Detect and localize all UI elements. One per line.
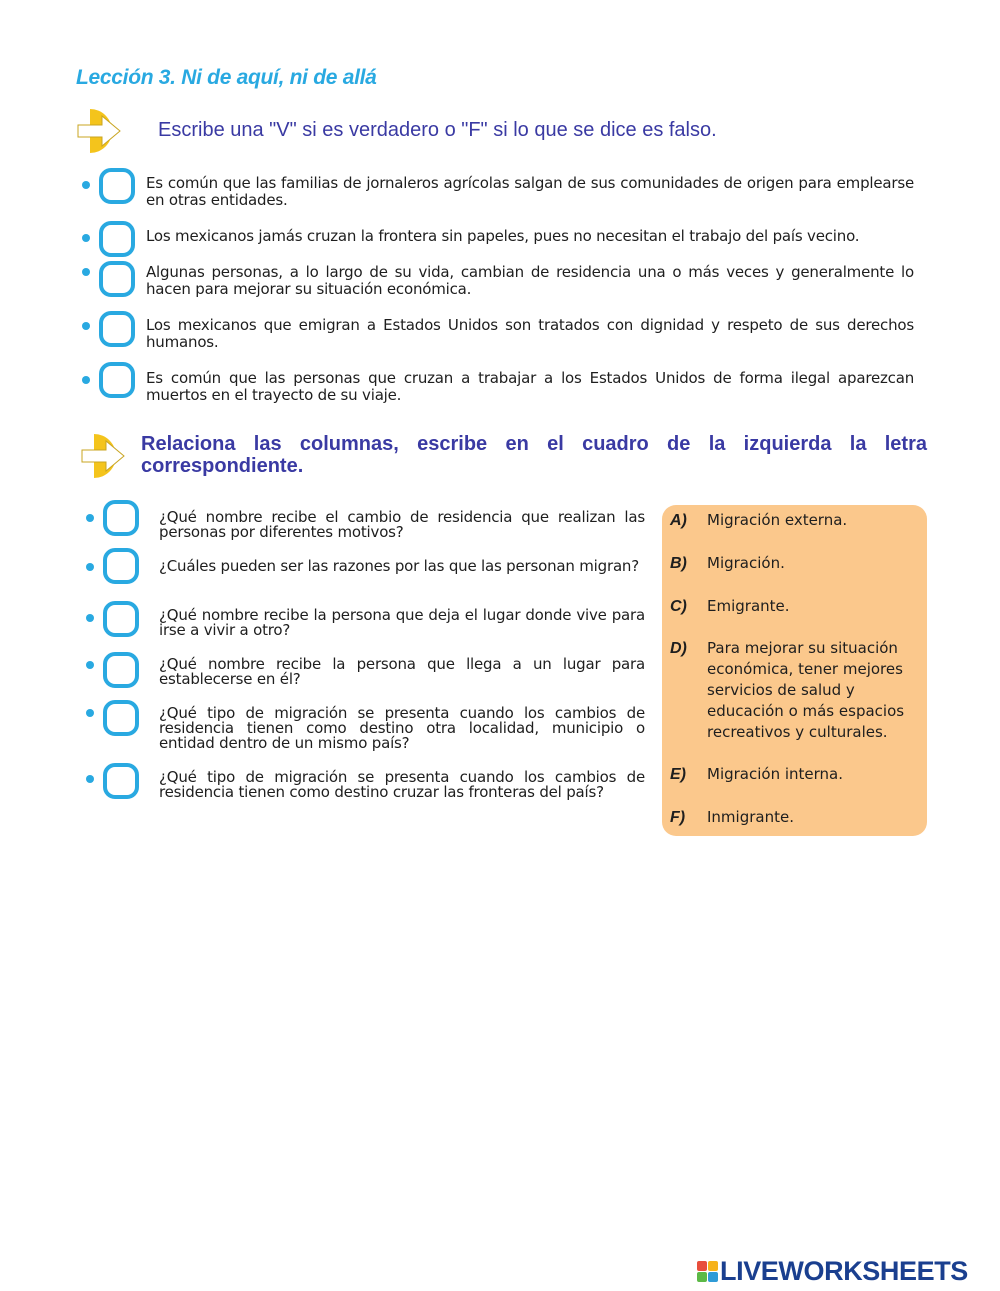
bullet	[82, 322, 90, 330]
bullet	[86, 709, 94, 717]
bullet	[86, 775, 94, 783]
statement-3: Algunas personas, a lo largo de su vida, cambian de residencia una o más veces y generalmente lo hacen para mejorar su situación económica.	[146, 263, 914, 298]
bullet	[82, 181, 90, 189]
logo-square	[697, 1261, 707, 1271]
bullet	[82, 268, 90, 276]
answer-box[interactable]	[103, 652, 139, 688]
answer-box[interactable]	[103, 763, 139, 799]
answer-box[interactable]	[103, 548, 139, 584]
option-text: Migración.	[707, 554, 785, 572]
option-text: Para mejorar su situación económica, tener mejores servicios de salud y educación o más espacios recreativos y culturales.	[707, 639, 905, 741]
section2-instruction: Relaciona las columnas, escribe en el cuadro de la izquierda la letra correspondiente.	[141, 433, 927, 477]
answer-box[interactable]	[99, 168, 135, 204]
option-text: Migración externa.	[707, 511, 848, 529]
option-letter: A)	[670, 512, 687, 529]
question-3: ¿Qué nombre recibe la persona que deja el lugar donde vive para irse a vivir a otro?	[159, 606, 645, 639]
statement-1: Es común que las familias de jornaleros agrícolas salgan de sus comunidades de origen para emplearse en otras entidades.	[146, 174, 914, 209]
bullet	[86, 514, 94, 522]
answer-box[interactable]	[99, 311, 135, 347]
statement-4: Los mexicanos que emigran a Estados Unidos son tratados con dignidad y respeto de sus derechos humanos.	[146, 316, 914, 351]
question-2: ¿Cuáles pueden ser las razones por las que las personan migran?	[159, 557, 639, 575]
option-text: Emigrante.	[707, 597, 790, 615]
option-letter: F)	[670, 809, 686, 826]
question-4: ¿Qué nombre recibe la persona que llega a un lugar para establecerse en él?	[159, 655, 645, 688]
lesson-title: Lección 3. Ni de aquí, ni de allá	[76, 66, 377, 89]
question-1: ¿Qué nombre recibe el cambio de residencia que realizan las personas por diferentes motivos?	[159, 508, 645, 541]
logo-square	[708, 1272, 718, 1282]
bullet	[86, 661, 94, 669]
answer-box[interactable]	[103, 500, 139, 536]
answer-box[interactable]	[99, 261, 135, 297]
option-text: Migración interna.	[707, 765, 844, 783]
answer-box[interactable]	[99, 362, 135, 398]
option-letter: B)	[670, 555, 687, 572]
question-6: ¿Qué tipo de migración se presenta cuando los cambios de residencia tienen como destino cruzar las fronteras del país?	[159, 768, 645, 801]
bullet	[86, 563, 94, 571]
option-letter: E)	[670, 766, 686, 783]
liveworksheets-logo	[697, 1257, 968, 1285]
logo-square	[708, 1261, 718, 1271]
answer-box[interactable]	[103, 700, 139, 736]
bullet	[86, 614, 94, 622]
arrow-right-icon	[80, 430, 134, 482]
section1-instruction: Escribe una "V" si es verdadero o "F" si lo que se dice es falso.	[158, 119, 717, 141]
option-letter: C)	[670, 598, 687, 615]
answer-box[interactable]	[103, 601, 139, 637]
logo-square	[697, 1272, 707, 1282]
question-5: ¿Qué tipo de migración se presenta cuando los cambios de residencia tienen como destino otra localidad, municipio o entidad dentro de un mismo país?	[159, 704, 645, 752]
statement-2: Los mexicanos jamás cruzan la frontera sin papeles, pues no necesitan el trabajo del país vecino.	[146, 227, 860, 245]
answer-box[interactable]	[99, 221, 135, 257]
option-text: Inmigrante.	[707, 808, 794, 826]
bullet	[82, 234, 90, 242]
statement-5: Es común que las personas que cruzan a trabajar a los Estados Unidos de forma ilegal aparezcan muertos en el trayecto de su viaje.	[146, 369, 914, 404]
arrow-right-icon	[76, 105, 130, 157]
option-letter: D)	[670, 640, 687, 657]
logo-text: LIVEWORKSHEETS	[720, 1255, 968, 1286]
bullet	[82, 376, 90, 384]
logo-mark-icon	[697, 1261, 718, 1282]
